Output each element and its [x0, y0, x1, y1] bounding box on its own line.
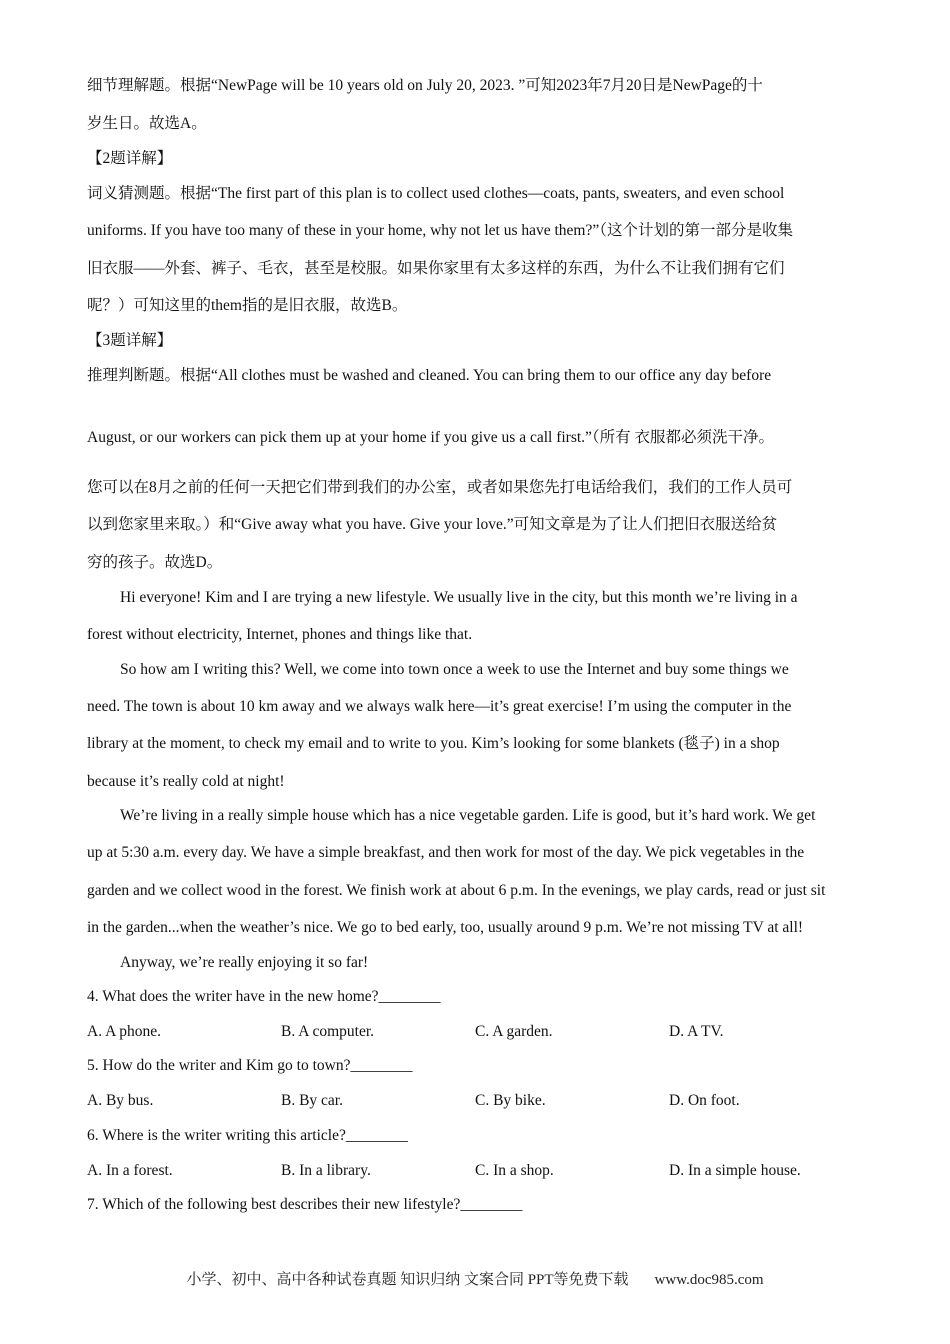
analysis-q3-line-3: 您可以在8月之前的任何一天把它们带到我们的办公室，或者如果您先打电话给我们，我们的工作人员可: [87, 479, 793, 496]
passage-p1-line-1: Hi everyone! Kim and I are trying a new lifestyle. We usually live in the city, but this month we’re living in a: [120, 589, 798, 606]
question-6-option-b: B. In a library.: [281, 1162, 371, 1179]
question-5-option-c: C. By bike.: [475, 1092, 546, 1109]
question-6-option-a: A. In a forest.: [87, 1162, 173, 1179]
footer-url[interactable]: www.doc985.com: [654, 1272, 764, 1288]
passage-p3-line-3: garden and we collect wood in the forest. We finish work at about 6 p.m. In the evenings, we play cards, read or just sit: [87, 882, 826, 899]
question-5-option-d: D. On foot.: [669, 1092, 740, 1109]
analysis-q3-heading: 【3题详解】: [87, 332, 173, 349]
passage-p2-line-3: library at the moment, to check my email and to write to you. Kim’s looking for some blankets (毯子) in a shop: [87, 735, 780, 752]
passage-p2-line-1: So how am I writing this? Well, we come into town once a week to use the Internet and buy some things we: [120, 661, 789, 678]
question-4-option-d: D. A TV.: [669, 1023, 724, 1040]
question-4-option-a: A. A phone.: [87, 1023, 162, 1040]
question-5-stem: 5. How do the writer and Kim go to town?________: [87, 1057, 413, 1074]
analysis-q2-heading: 【2题详解】: [87, 150, 173, 167]
analysis-q2-line-3: 旧衣服——外套、裤子、毛衣，甚至是校服。如果你家里有太多这样的东西，为什么不让我们拥有它们: [87, 260, 785, 277]
question-5-option-b: B. By car.: [281, 1092, 343, 1109]
page-footer: [0, 1270, 950, 1290]
question-4-stem: 4. What does the writer have in the new home?________: [87, 988, 441, 1005]
passage-p4-line-1: Anyway, we’re really enjoying it so far!: [120, 954, 369, 971]
analysis-q2-line-1: 词义猜测题。根据“The first part of this plan is to collect used clothes—coats, pants, sweaters, and even school: [87, 185, 785, 202]
analysis-q1-line-1: 细节理解题。根据“NewPage will be 10 years old on July 20, 2023. ”可知2023年7月20日是NewPage的十: [87, 77, 763, 94]
question-7-stem: 7. Which of the following best describes their new lifestyle?________: [87, 1196, 523, 1213]
passage-p3-line-1: We’re living in a really simple house which has a nice vegetable garden. Life is good, but it’s hard work. We get: [120, 807, 816, 824]
analysis-q1-line-2: 岁生日。故选A。: [87, 115, 207, 132]
analysis-q2-line-4: 呢？）可知这里的them指的是旧衣服，故选B。: [87, 297, 408, 314]
analysis-q3-line-5: 穷的孩子。故选D。: [87, 554, 223, 571]
question-4-option-b: B. A computer.: [281, 1023, 374, 1040]
question-5-option-a: A. By bus.: [87, 1092, 154, 1109]
passage-p2-line-4: because it’s really cold at night!: [87, 773, 285, 790]
question-4-option-c: C. A garden.: [475, 1023, 553, 1040]
analysis-q3-line-4: 以到您家里来取。）和“Give away what you have. Give your love.”可知文章是为了让人们把旧衣服送给贫: [87, 516, 778, 533]
footer-text: 小学、初中、高中各种试卷真题 知识归纳 文案合同 PPT等免费下载: [186, 1272, 629, 1288]
passage-p3-line-4: in the garden...when the weather’s nice. We go to bed early, too, usually around 9 p.m. We’re not missing TV at all!: [87, 919, 804, 936]
passage-p1-line-2: forest without electricity, Internet, phones and things like that.: [87, 626, 473, 643]
question-6-stem: 6. Where is the writer writing this article?________: [87, 1127, 408, 1144]
question-6-option-c: C. In a shop.: [475, 1162, 554, 1179]
question-6-option-d: D. In a simple house.: [669, 1162, 801, 1179]
analysis-q3-line-1: 推理判断题。根据“All clothes must be washed and cleaned. You can bring them to our office any day before: [87, 367, 772, 384]
passage-p2-line-2: need. The town is about 10 km away and we always walk here—it’s great exercise! I’m using the computer in the: [87, 698, 792, 715]
passage-p3-line-2: up at 5:30 a.m. every day. We have a simple breakfast, and then work for most of the day. We pick vegetables in the: [87, 844, 805, 861]
analysis-q2-line-2: uniforms. If you have too many of these in your home, why not let us have them?”（这个计划的第一部分是收集: [87, 222, 793, 239]
analysis-q3-line-2: August, or our workers can pick them up at your home if you give us a call first.”（所有 衣服都必须洗干净。: [87, 429, 775, 446]
